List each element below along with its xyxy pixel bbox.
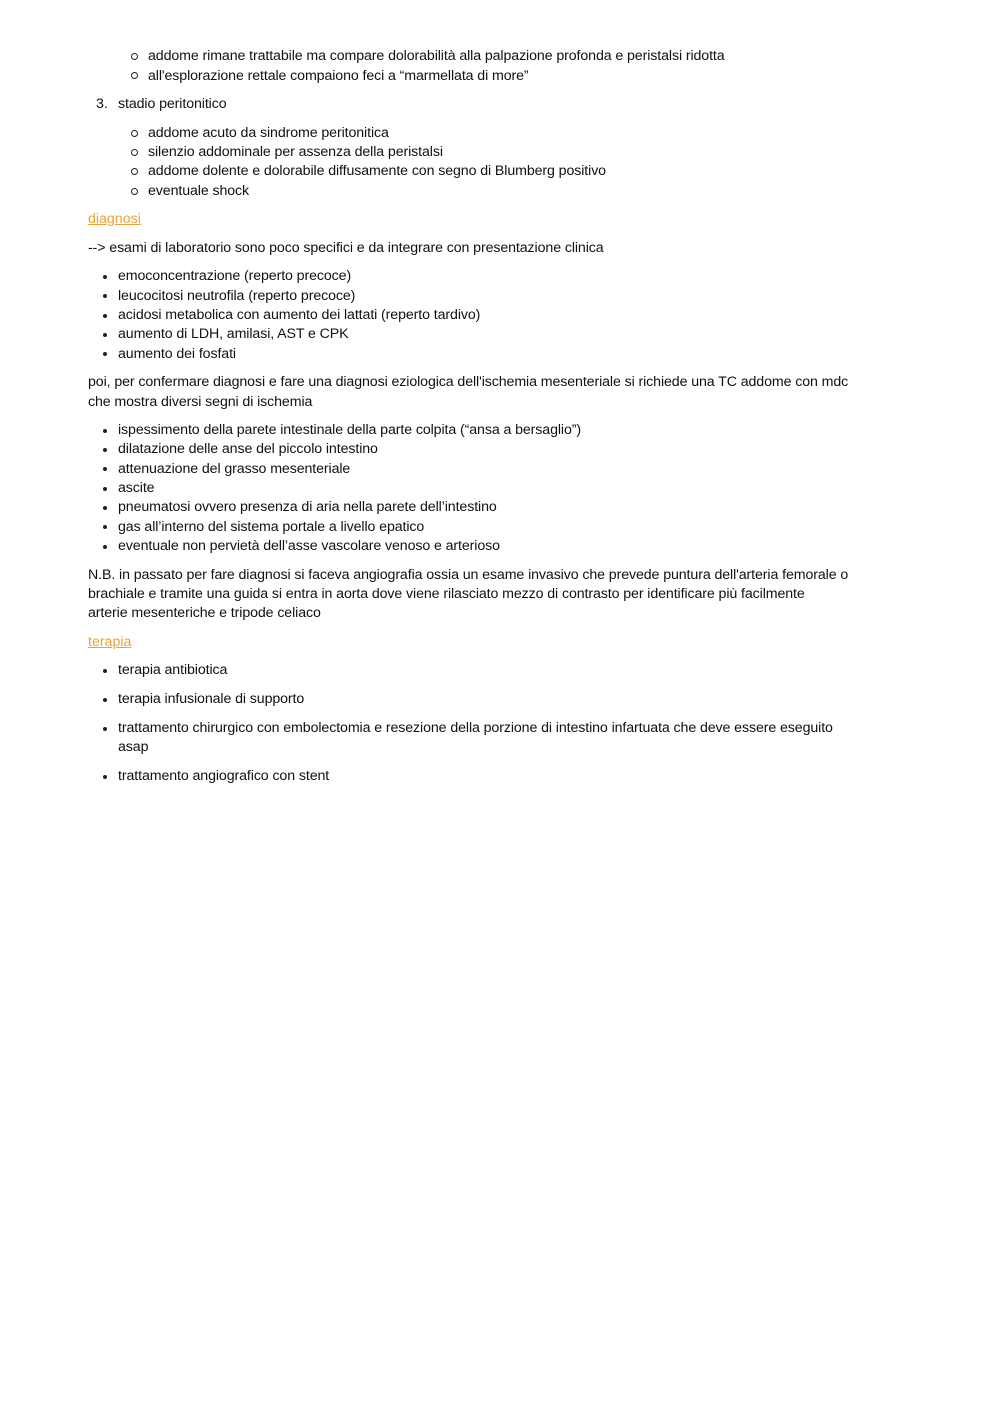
disc-bullet [103,294,107,298]
disc-bullet [103,429,107,433]
disc-bullet [103,275,107,279]
circle-bullet [131,188,138,195]
nb-paragraph-line: arterie mesenteriche e tripode celiaco [88,605,321,621]
list-item: trattamento chirurgico con embolectomia e resezione della porzione di intestino infartuata che deve essere eseguito [118,720,833,736]
disc-bullet [103,333,107,337]
list-number: 3. [96,96,108,112]
list-item: aumento dei fosfati [118,346,236,362]
disc-bullet [103,775,107,779]
list-item: trattamento angiografico con stent [118,768,330,784]
list-item: addome acuto da sindrome peritonitica [148,125,389,141]
list-item: acidosi metabolica con aumento dei lattati (reperto tardivo) [118,307,481,323]
list-item: ascite [118,480,155,496]
tc-paragraph-line: poi, per confermare diagnosi e fare una diagnosi eziologica dell'ischemia mesenteriale si richiede una TC addome con mdc [88,374,849,390]
list-item: eventuale non pervietà dell’asse vascolare venoso e arterioso [118,538,500,554]
stage-title: stadio peritonitico [118,96,227,112]
circle-bullet [131,168,138,175]
disc-bullet [103,352,107,356]
list-item: attenuazione del grasso mesenteriale [118,461,351,477]
diagnosi-intro: --> esami di laboratorio sono poco specifici e da integrare con presentazione clinica [88,240,604,256]
disc-bullet [103,448,107,452]
list-item: gas all’interno del sistema portale a livello epatico [118,519,425,535]
list-item: terapia infusionale di supporto [118,691,305,707]
list-item: dilatazione delle anse del piccolo intestino [118,441,378,457]
diagnosi-heading-link[interactable]: diagnosi [88,211,141,227]
disc-bullet [103,506,107,510]
disc-bullet [103,698,107,702]
disc-bullet [103,545,107,549]
list-item: all'esplorazione rettale compaiono feci a “marmellata di more” [148,68,529,84]
circle-bullet [131,149,138,156]
circle-bullet [131,72,138,79]
terapia-heading-link[interactable]: terapia [88,634,132,650]
disc-bullet [103,669,107,673]
list-item: addome rimane trattabile ma compare dolorabilità alla palpazione profonda e peristalsi ridotta [148,48,725,64]
list-item: addome dolente e dolorabile diffusamente con segno di Blumberg positivo [148,163,606,179]
list-item: emoconcentrazione (reperto precoce) [118,268,352,284]
disc-bullet [103,525,107,529]
list-item: eventuale shock [148,183,250,199]
list-item: silenzio addominale per assenza della peristalsi [148,144,443,160]
list-item: leucocitosi neutrofila (reperto precoce) [118,288,356,304]
nb-paragraph-line: brachiale e tramite una guida si entra in aorta dove viene rilasciato mezzo di contrasto per identificare più facilmente [88,586,805,602]
circle-bullet [131,130,138,137]
disc-bullet [103,314,107,318]
disc-bullet [103,727,107,731]
list-item: pneumatosi ovvero presenza di aria nella parete dell’intestino [118,499,497,515]
list-item-continuation: asap [118,739,149,755]
disc-bullet [103,467,107,471]
list-item: aumento di LDH, amilasi, AST e CPK [118,326,349,342]
list-item: ispessimento della parete intestinale della parte colpita (“ansa a bersaglio”) [118,422,582,438]
tc-paragraph-line: che mostra diversi segni di ischemia [88,394,313,410]
nb-paragraph-line: N.B. in passato per fare diagnosi si faceva angiografia ossia un esame invasivo che prevede puntura dell'arteria femorale o [88,567,849,583]
disc-bullet [103,487,107,491]
circle-bullet [131,53,138,60]
list-item: terapia antibiotica [118,662,228,678]
